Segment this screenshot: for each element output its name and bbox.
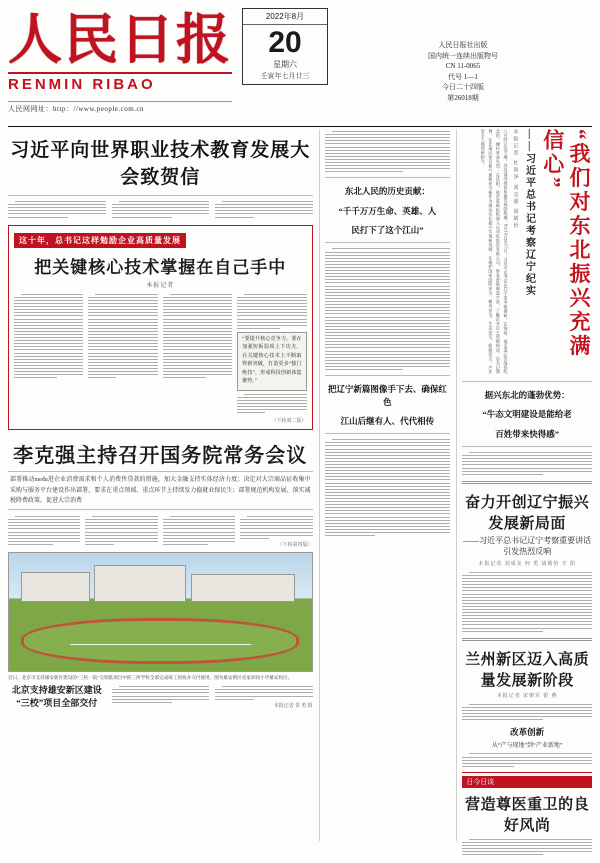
footer-col-3	[215, 684, 313, 710]
mid-body-text	[325, 246, 451, 372]
divider	[325, 433, 451, 434]
divider	[462, 638, 592, 641]
lead-col-3	[215, 199, 313, 220]
logo-divider	[8, 72, 232, 74]
lead-body-columns	[8, 199, 313, 220]
page-body	[8, 129, 592, 841]
info-line-4: 第26018期	[447, 93, 479, 102]
feature-col-1	[14, 292, 83, 416]
footer-left-headline-block	[8, 684, 106, 710]
lanzhou-subtitle: 改革创新	[510, 727, 545, 738]
left-section	[8, 129, 313, 841]
feature-headline: 把关键核心技术掌握在自己手中	[34, 257, 287, 277]
second-col-4	[240, 514, 312, 548]
publisher: 人民日报社出版	[438, 41, 488, 49]
advantage-line1: 据兴东北的蓬勃优势：	[484, 390, 570, 400]
today-tag: 日今日谈	[462, 776, 592, 788]
lanzhou-body-1	[462, 702, 592, 723]
photo-caption: 近日，北京市支持雄安新区建设的“三校一院”交钥匙项目中的三所学校全部完成竣工验收并交付使用。图为雄安新区史家胡同小学雄安校区。	[8, 674, 293, 680]
northeast-title: 东北人民的历史贡献：	[344, 186, 430, 197]
advantage-line2: “牛态文明建设是能给老	[482, 409, 572, 420]
vertical-byline: 本报记者 杜尚泽 刘志强 胡婧怡	[512, 129, 518, 230]
feature-columns	[14, 292, 307, 416]
second-headline: 李克强主持召开国务院常务会议	[13, 445, 308, 468]
vertical-headline: “我们对东北振兴充满信心”	[540, 129, 591, 359]
feature-pull-quote: “要提升核心竞争力，要在加强短板弱项上下功夫，在关键核心技术上不断取得新突破，打造更多“独门绝技”，形成科技创新体集聚势。”	[237, 332, 306, 391]
feature-col-3	[163, 292, 232, 416]
right-section	[456, 129, 592, 841]
divider	[462, 772, 592, 773]
divider	[325, 177, 451, 178]
middle-section	[319, 129, 451, 841]
footer-col-2	[112, 684, 210, 710]
lanzhou-headline: 兰州新区迈入高质量发展新阶段	[465, 651, 590, 689]
second-columns	[8, 514, 313, 548]
second-col-1	[8, 514, 80, 548]
divider	[325, 242, 451, 243]
today-headline: 营造尊医重卫的良好风尚	[465, 796, 590, 834]
masthead-info	[334, 6, 592, 103]
northeast-line2: 民打下了这个江山”	[351, 225, 424, 236]
vertical-feature	[462, 129, 592, 374]
divider	[462, 381, 592, 382]
second-subhead: 部署推动među进企业消费需求和个人消费售贷款的措施，加大金融支持实体经济力度；决定对大宗商品征收集中采购与服务平台建设作出部署，要求在重点领域、重点环节上持续发力稳就业保民生；部署规范机构发展、落实减税降费政策，促进大宗消费	[8, 471, 313, 510]
info-line-3: 今日二十四版	[442, 83, 484, 91]
divider	[462, 481, 592, 484]
mid-top-text	[325, 129, 451, 174]
photo-building-3	[191, 574, 296, 602]
newspaper-title: 人民日报	[8, 10, 232, 70]
divider	[462, 446, 592, 447]
vertical-subhead: ——习近平总书记考察辽宁纪实	[523, 129, 535, 297]
today-body	[462, 837, 592, 858]
photo-field-line	[70, 644, 252, 645]
date-weekday: 星期六	[273, 59, 297, 69]
feature-byline: 本报记者	[146, 282, 175, 289]
feature-col-4	[237, 292, 306, 416]
northeast-line1: “千千万万生命、英雄、人	[338, 205, 437, 216]
lanzhou-body-2	[462, 751, 592, 769]
info-line-2: 代号 1—1	[448, 72, 478, 81]
masthead-logo	[8, 6, 236, 114]
footer-headline-line2: “三校”项目全部交付	[16, 698, 98, 709]
info-line-1: CN 11-0065	[445, 62, 481, 70]
divider	[8, 195, 313, 196]
vertical-body: 八月的辽沈大地，处处涌动着高质量发展的热潮。8月16日至17日，习近平总书记在辽宁省考察调研。在锦州，他走进辽沈战役纪念馆，缅怀革命先烈；在沈阳，他走进新松机器人自动化股份有限公司，察看智能制造产品，了解企业自主创新情况。总书记强调，东北地区要以新气象新担当新作为推动东北振兴实现新突破，在维护国家国防安全、粮食安全、生态安全、能源安全、产业安全上展现新担当。	[480, 129, 509, 374]
website-line: 人民网网址：http：//www.people.com.cn	[8, 101, 232, 114]
masthead	[8, 6, 592, 127]
lanzhou-byline: 本报记者 宋朝军 银 燕	[496, 693, 558, 699]
footer-headline-line1: 北京支持雄安新区建设	[11, 685, 102, 696]
second-col-2	[85, 514, 157, 548]
feature-col-2	[88, 292, 157, 416]
second-endnote: （下转第四版）	[277, 542, 313, 548]
info-line-0: 国内统一连续出版物号	[428, 51, 498, 60]
fourth-line1: 把辽宁新篇图像手下去、确保红色	[327, 384, 447, 407]
second-col-3	[163, 514, 235, 548]
lanzhou-subline: 从“产与现地”到“产业新地”	[491, 742, 563, 749]
feature-article	[8, 225, 313, 431]
third-body-text	[462, 570, 592, 634]
photo-running-track	[21, 618, 299, 664]
advantage-line3: 百姓带来快得感”	[495, 428, 560, 439]
footer-columns	[8, 684, 313, 710]
photo-credit: 本报记者 贺 勇 摄	[273, 703, 313, 709]
fourth-line2: 江山后继有人、代代相传	[340, 415, 435, 426]
date-box	[242, 8, 328, 85]
lead-col-2	[112, 199, 210, 220]
date-lunar: 壬寅年七月廿三	[260, 72, 310, 80]
photo-building-1	[21, 572, 90, 602]
third-subhead: ——习近平总书记辽宁考察重要讲话引发热烈反响	[463, 535, 592, 556]
photo-building-2	[94, 565, 187, 602]
feature-kicker: 这十年，总书记这样勉励企业高质量发展	[14, 233, 186, 248]
right-body-text	[462, 450, 592, 477]
third-headline: 奋力开创辽宁振兴发展新局面	[465, 494, 590, 532]
third-byline: 本报记者 刘成友 何 勇 胡婧怡 辛 阳	[478, 561, 576, 567]
news-photo	[8, 552, 313, 672]
feature-endnote: （下转第二版）	[271, 419, 307, 425]
lead-col-1	[8, 199, 106, 220]
divider	[325, 375, 451, 376]
lead-headline: 习近平向世界职业技术教育发展大会致贺信	[10, 140, 311, 188]
date-day: 20	[268, 26, 302, 59]
newspaper-pinyin: RENMIN RIBAO	[8, 75, 156, 93]
mid-bottom-text	[325, 437, 451, 538]
date-year: 2022年8月	[243, 11, 327, 25]
